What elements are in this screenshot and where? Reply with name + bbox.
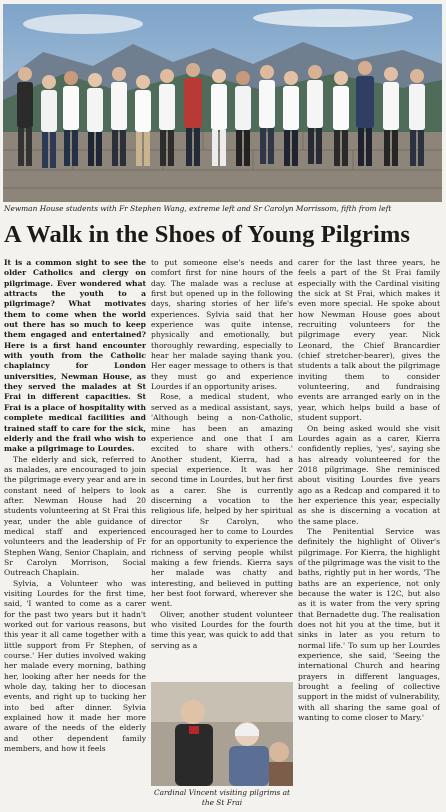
inset-photo-caption: Cardinal Vincent visiting pilgrims at the St Frai: [154, 788, 290, 807]
body-paragraph: The Penitential Service was definitely the highlight of Oliver's pilgrimage. For Kierra, the highlight of the pilgrimage was the visit to the baths, rightly put in her words, 'The baths are an experience, not only because the water is 12C, but also as it is water from the very spring that Bernadette dug. The realisation does not hit you at the time, but it sinks in later as you return to normal life.' To sum up her Lourdes experience, she said, 'Seeing the international Church and hearing prayers in different languages, brought a feeling of collective support in the midst of vulnerability, with all sharing the same goal of wanting to come closer to Mary.': [298, 526, 440, 723]
body-paragraph: to put someone else's needs and comfort first for nine hours of the day. The malade was a recluse at first but opened up in the following days, sharing stories of her life's experiences. Sylvia said that her experience was quite intense, physically and emotionally, but thoroughly rewarding, especially to hear her malade saying thank you. Her eager message to others is that they must go and experience Lourdes if an opportunity arises.: [151, 258, 293, 392]
inset-photo: [151, 682, 293, 786]
body-paragraph: The elderly and sick, referred to as malades, are encouraged to join the pilgrimage every year and are in constant need of helpers to look after. Newman House had 20 students volunteering at St Frai this year, under the able guidance of medical staff and experienced volunteers and the leadership of Fr Stephen Wang, Senior Chaplain, and Sr Carolyn Morrison, Social Outreach Chaplain.: [4, 454, 146, 578]
article-column-3: [298, 258, 440, 810]
group-photo-illustration: [3, 4, 442, 202]
article-column-1: [4, 258, 146, 810]
article-column-2: [151, 258, 293, 810]
body-paragraph: carer for the last three years, he feels a part of the St Frai family especially with the Cardinal visiting the sick at St Frai, which makes it even more special. He spoke about how Newman House goes about recruiting volunteers for the pilgrimage every year. Nick Leonard, the Chief Brancardier (chief stretcher-bearer), gives the students a talk about the pilgrimage inviting them to consider volunteering, and fundraising events are arranged early on in the year, which helps build a base of student support.: [298, 258, 440, 423]
body-paragraph: Rose, a medical student, who served as a medical assistant, says, 'Although being a non-Catholic, mine has been an amazing experience and one that I am excited to share with others.' Another student, Kierra, had a special experience. It was her second time in Lourdes, but her first as a carer. She is currently discerning a vocation to the religious life, helped by her spiritual director Sr Carolyn, who encouraged her to come to Lourdes for an opportunity to experience the richness of serving people whilst making a few friends. Kierra says her malade was chatty and interesting, and believed in putting her best foot forward, wherever she went.: [151, 392, 293, 609]
body-paragraph: On being asked would she visit Lourdes again as a carer, Kierra confidently replies, 'yes', saying she has already volunteered for the 2018 pilgrimage. She reminisced about visiting Lourdes five years ago as a Redcap and compared it to her experience this year, especially as she is discerning a vocation at the same place.: [298, 423, 440, 526]
inset-photo-illustration: [151, 682, 293, 786]
body-paragraph: Oliver, another student volunteer who visited Lourdes for the fourth time this year, was quick to add that serving as a: [151, 609, 293, 650]
group-photo: [3, 4, 442, 202]
photo-caption: Newman House students with Fr Stephen Wang, extreme left and Sr Carolyn Morrissom, fifth from left: [4, 204, 392, 213]
body-paragraph: Sylvia, a Volunteer who was visiting Lourdes for the first time, said, 'I wanted to come as a carer for the past two years but it hadn't worked out for various reasons, but this year it all came together with a little support from Fr Stephen, of course.' Her duties involved waking her malade every morning, bathing her, looking after her needs for the whole day, taking her to diocesan events, and right up to tucking her into bed after dinner. Sylvia explained how it made her more aware of the needs of the elderly and other dependent family members, and how it feels: [4, 578, 146, 754]
article-headline: A Walk in the Shoes of Young Pilgrims: [4, 221, 410, 248]
lead-paragraph: It is a common sight to see the older Catholics and clergy on pilgrimage. Ever wondered what attracts the youth to a pilgrimage? What motivates them to come when the world out there has so much to keep them engaged and entertained? Here is a first hand encounter with youth from the Catholic chaplaincy for London universities, Newman House, as they served the malades at St Frai in different capacities. St Frai is a place of hospitality with complete medical facilities and trained staff to care for the sick, elderly and the frail who wish to make a pilgrimage to Lourdes.: [4, 258, 146, 454]
